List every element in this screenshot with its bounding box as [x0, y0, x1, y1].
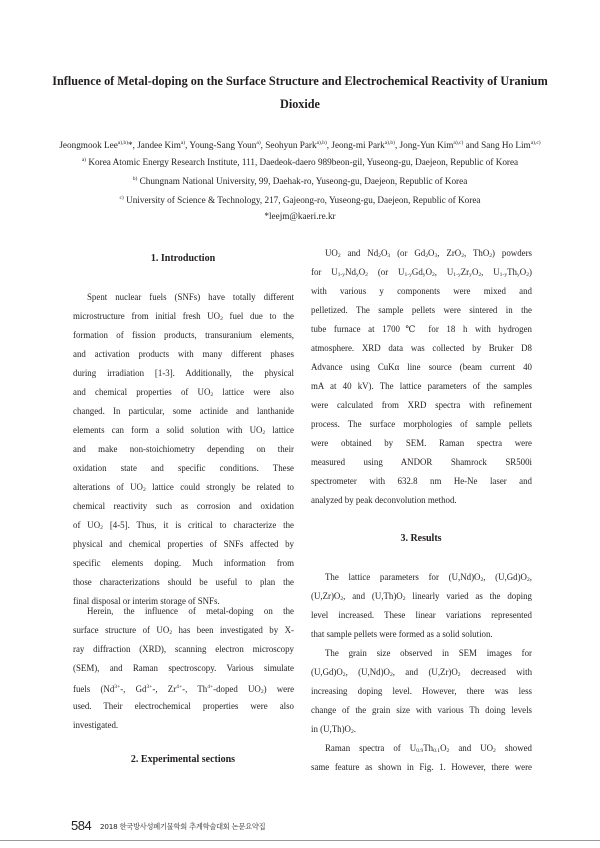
paper-title-text: Influence of Metal-doping on the Surface Structure and Electrochemical Reactivity of Uranium Dioxide	[52, 74, 548, 111]
results-paragraph-2: The grain size observed in SEM images for $(U,Gd)O_2$, $(U,Nd)O_2$, and $(U,Zr)O_2$ decreased with increasing doping level. However, there was less change of the grain size with various Th doing levels in $(U,Th)O_2$.	[311, 648, 533, 735]
affiliation-b: $^{b)}$ Chungnam National University, 99, Daehak-ro, Yuseong-gu, Daejeon, Republic of Korea	[132, 176, 468, 186]
results-paragraph-1: The lattice parameters for $(U,Nd)O_2$, $(U,Gd)O_2$, $(U,Zr)O_2$, and $(U,Th)O_2$ linearly varied as the doping level increased. These linear variations represented that sample pellets were formed as a solid solution.	[311, 572, 532, 639]
heading-introduction: 1. Introduction	[150, 253, 216, 264]
heading-experimental: 2. Experimental sections	[130, 754, 236, 765]
paper-title	[40, 70, 560, 116]
introduction-paragraph-1: Spent nuclear fuels (SNFs) have totally different microstructure from initial fresh $UO_2$ fuel due to the formation of fission products, transuranium elements, and activation products with many different phases during irradiation [1-3]. Additionally, the physical and chemical properties of $UO_2$ lattice were also changed. In particular, some actinide and lanthanide elements can form a solid solution with $UO_2$ lattice and make non-stoichiometry depending on their oxidation state and specific conditions. These alterations of $UO_2$ lattice could strongly be related to chemical reactivity such as corrosion and oxidation of $UO_2$ [4-5]. Thus, it is critical to characterize the physical and chemical properties of SNFs affected by specific elements doping. Much information from those characterizations should be useful to plan the final disposal or interim storage of SNFs.	[73, 292, 294, 606]
experimental-paragraph: $UO_2$ and $Nd_2O_3$ (or $Gd_2O_3$, ZrO$_2$, ThO$_2$) powders for $U_{1-y}Nd_yO_2$ (or $U_{1-y}Gd_yO_2$, $U_{1-y}Zr_yO_2$, $U_{1-y}Th_yO_2$) with various y components were mixed and pelletized. The sample pellets were sintered in the tube furnace at 1700℃ for 18 h with hydrogen atmosphere. XRD data was collected by Bruker D8 Advance using CuKα line source (beam current 40 mA at 40 kV). The lattice parameters of the samples were calculated from XRD spectra with refinement process. The surface morphologies of sample pellets were obtained by SEM. Raman spectra were measured using ANDOR Shamrock SR500i spectrometer with 632.8 nm He-Ne laser and analyzed by peak deconvolution method.	[311, 248, 533, 505]
results-paragraph-3: Raman spectra of $U_{0.9}Th_{0.1}O_2$ and $UO_2$ showed same feature as shown in Fig. 1. However, there were	[311, 743, 532, 772]
conference-name: 2018 한국방사성폐기물학회 추계학술대회 논문요약집	[100, 822, 266, 831]
corresponding-email: *leejm@kaeri.re.kr	[264, 211, 336, 221]
authors-line: Jeongmook Lee$^{a),b)}$*, Jandee Kim$^{a)}$, Young-Sang Youn$^{a)}$, Seohyun Park$^{a),b)}$, Jeong-mi Park$^{a),b)}$, Jong-Yun Kim$^{a),c)}$ and Sang Ho Lim$^{a),c)}$	[59, 140, 541, 150]
affiliation-c: $^{c)}$ University of Science & Technology, 217, Gajeong-ro, Yuseong-gu, Daejeon, Republic of Korea	[119, 195, 481, 205]
footer-divider	[0, 840, 600, 841]
heading-results: 3. Results	[400, 533, 442, 544]
affiliation-a: $^{a)}$ Korea Atomic Energy Research Institute, 111, Daedeok-daero 989beon-gil, Yuseong-gu, Daejeon, Republic of Korea	[81, 157, 519, 167]
page-number: 584	[71, 818, 92, 833]
introduction-paragraph-2: Herein, the influence of metal-doping on the surface structure of $UO_2$ has been investigated by X- ray diffraction (XRD), scanning electron microscopy (SEM), and Raman spectroscopy. Various simulate fuels ($Nd^{3+}-$, $Gd^{3+}-$, $Zr^{4+}-$, $Th^{4+}$-doped $UO_2$) were used. Their electrochemical properties were also investigated.	[73, 606, 295, 730]
